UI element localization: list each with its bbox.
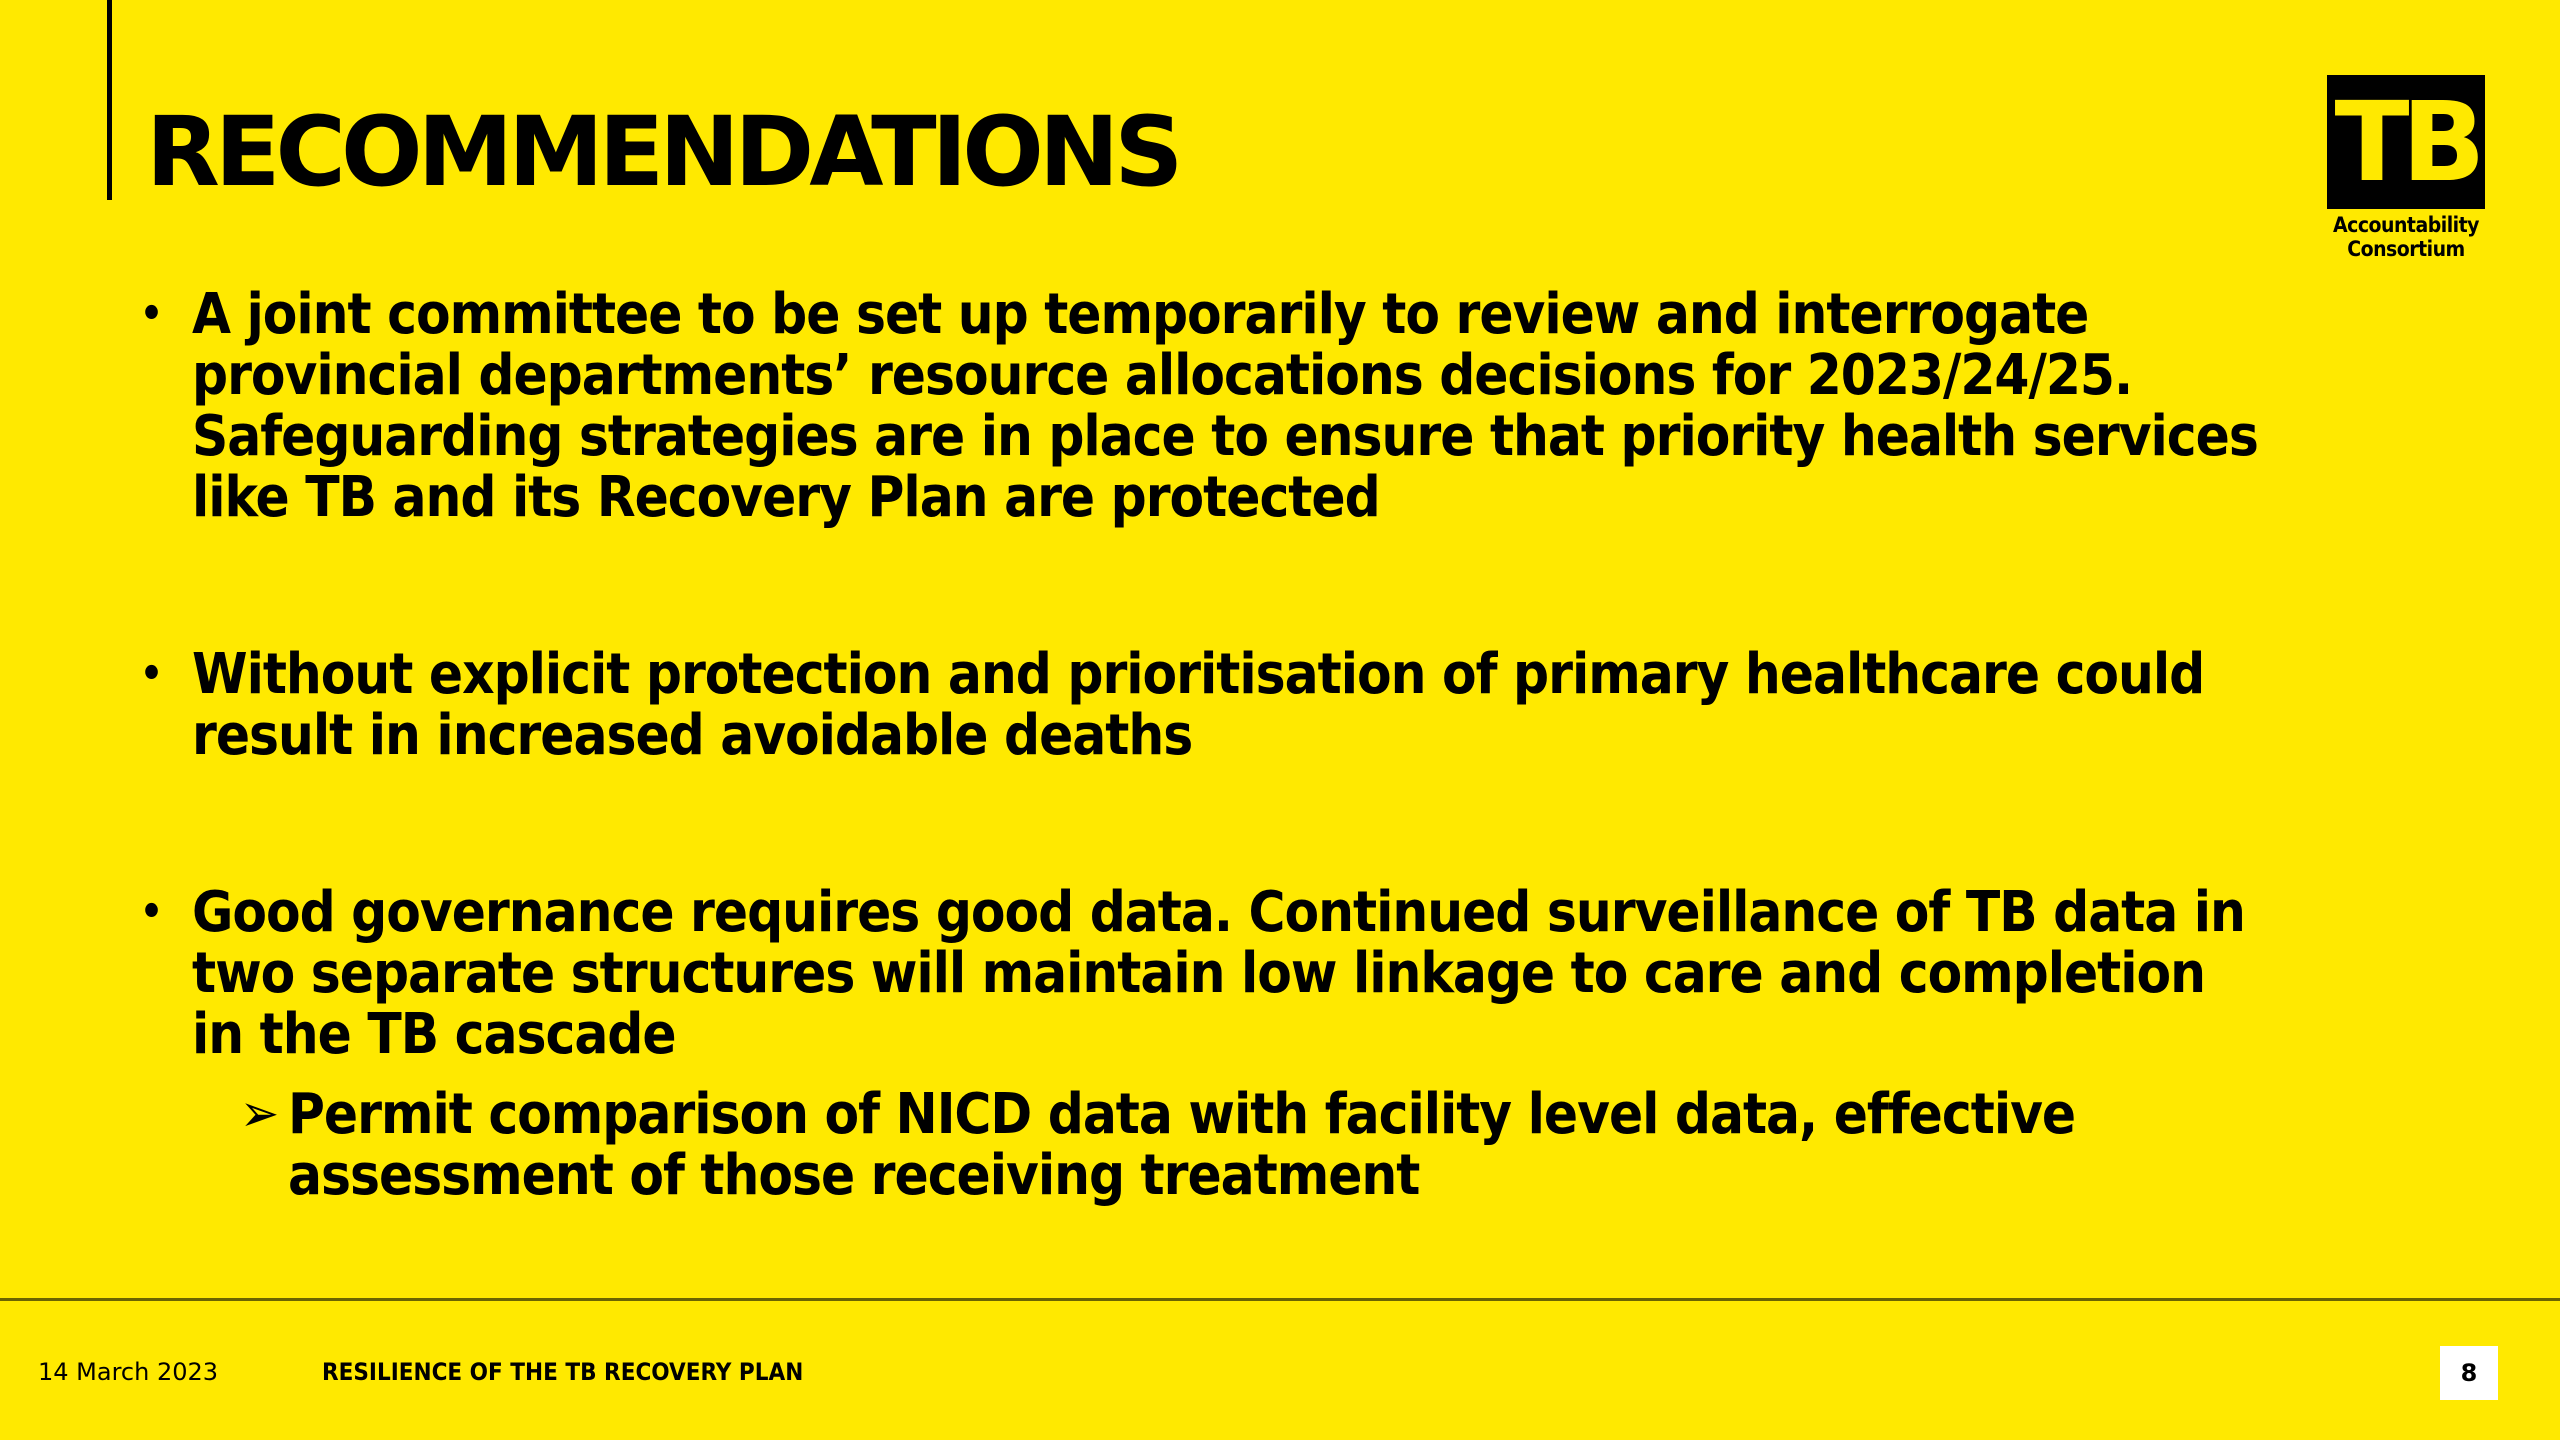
- title-accent-bar: [107, 0, 112, 200]
- bullet-text: Good governance requires good data. Continued surveillance of TB data in two separate structures will maintain low linkage to care and completion in the TB cascade: [192, 880, 2245, 1067]
- logo-caption-line1: Accountability: [2333, 213, 2479, 237]
- arrow-bullet-icon: ➢: [240, 1084, 279, 1144]
- bullet-item: [140, 644, 2260, 766]
- bullet-item: [140, 284, 2260, 528]
- tb-accountability-logo: [2326, 75, 2486, 261]
- bullet-marker: •: [140, 651, 163, 697]
- footer-date: 14 March 2023: [38, 1358, 219, 1386]
- bullet-item: [140, 882, 2260, 1065]
- page-number: 8: [2440, 1346, 2498, 1400]
- bullet-text: Without explicit protection and prioritisation of primary healthcare could result in increased avoidable deaths: [192, 642, 2205, 768]
- sub-bullet-item: [240, 1084, 2340, 1206]
- logo-letters: TB: [2334, 78, 2478, 206]
- slide-title: RECOMMENDATIONS: [146, 96, 1179, 208]
- bullet-marker: •: [140, 291, 163, 337]
- footer-title: RESILIENCE OF THE TB RECOVERY PLAN: [322, 1358, 804, 1386]
- footer-divider: [0, 1298, 2560, 1301]
- bullet-marker: •: [140, 889, 163, 935]
- bullet-text: A joint committee to be set up temporarily to review and interrogate provincial departments’ resource allocations decisions for 2023/24/25. Safeguarding strategies are in place to ensure that priority health services like TB and its Recovery Plan are protected: [192, 282, 2258, 530]
- sub-bullet-text: Permit comparison of NICD data with facility level data, effective assessment of those receiving treatment: [288, 1082, 2076, 1208]
- logo-caption: [2326, 213, 2486, 261]
- logo-box: [2327, 75, 2485, 209]
- logo-caption-line2: Consortium: [2347, 237, 2465, 261]
